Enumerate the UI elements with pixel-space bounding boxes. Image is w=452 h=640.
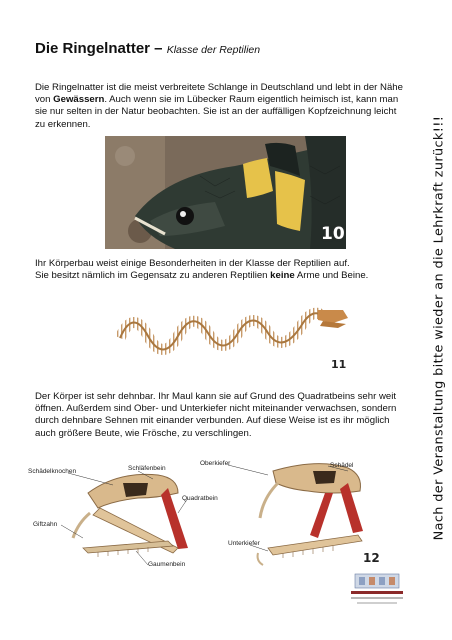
title-subtitle: Klasse der Reptilien xyxy=(166,44,261,56)
intro-paragraph xyxy=(35,82,405,131)
skull-diagrams xyxy=(28,453,398,603)
figure-number-11: 11 xyxy=(331,358,347,371)
figure-number-12: 12 xyxy=(363,551,380,565)
title-main: Die Ringelnatter – xyxy=(35,40,163,57)
label-schaedel: Schädel xyxy=(330,462,354,469)
label-gaumenbein: Gaumenbein xyxy=(148,561,186,568)
snake-head-photo xyxy=(105,136,346,249)
label-quadratbein: Quadratbein xyxy=(182,495,218,502)
intro-bold-word: Gewässern xyxy=(53,94,105,106)
label-schlaefenbein: Schläfenbein xyxy=(128,465,166,472)
intro-text-1: Die Ringelnatter ist die meist verbreitete Schlange in Deutschland und lebt in der Nähe von xyxy=(35,82,403,106)
label-oberkiefer: Oberkiefer xyxy=(200,460,231,467)
body-structure-line-2 xyxy=(35,270,405,282)
return-note-vertical: Nach der Veranstaltung bitte wieder an die Lehrkraft zurück!!! xyxy=(431,115,447,541)
body-structure-paragraph xyxy=(35,258,405,282)
body-structure-text-1: Sie besitzt nämlich im Gegensatz zu anderen Reptilien xyxy=(35,270,271,282)
snake-skeleton-illustration xyxy=(108,288,358,376)
label-schaedelknochen: Schädelknochen xyxy=(28,468,77,475)
jaw-paragraph: Der Körper ist sehr dehnbar. Ihr Maul kann sie auf Grund des Quadratbeins sehr weit öffnen. Außerdem sind Ober- und Unterkiefer nicht miteinander verwachsen, sondern durch dehnbare Sehnen mit einander verbunden. Auf diese Weise ist es ihr möglich auch größere Beute, wie Frösche, zu verschlingen. xyxy=(35,391,397,439)
label-unterkiefer: Unterkiefer xyxy=(228,540,260,547)
figure-number-10: 10 xyxy=(321,224,345,244)
intro-text-2: . Auch wenn sie im Lübecker Raum eigentlich heimisch ist, kann man sie nur selten in der Natur beobachten. Sie ist an der auffälligen Kopfzeichnung leicht zu erkennen. xyxy=(35,94,399,130)
body-structure-bold-word: keine xyxy=(270,270,295,282)
page-title xyxy=(35,40,260,57)
body-structure-line-1: Ihr Körperbau weist einige Besonderheiten in der Klasse der Reptilien auf. xyxy=(35,258,350,269)
publisher-logo xyxy=(347,572,407,608)
label-giftzahn: Giftzahn xyxy=(33,521,58,528)
body-structure-text-2: Arme und Beine. xyxy=(294,270,369,282)
